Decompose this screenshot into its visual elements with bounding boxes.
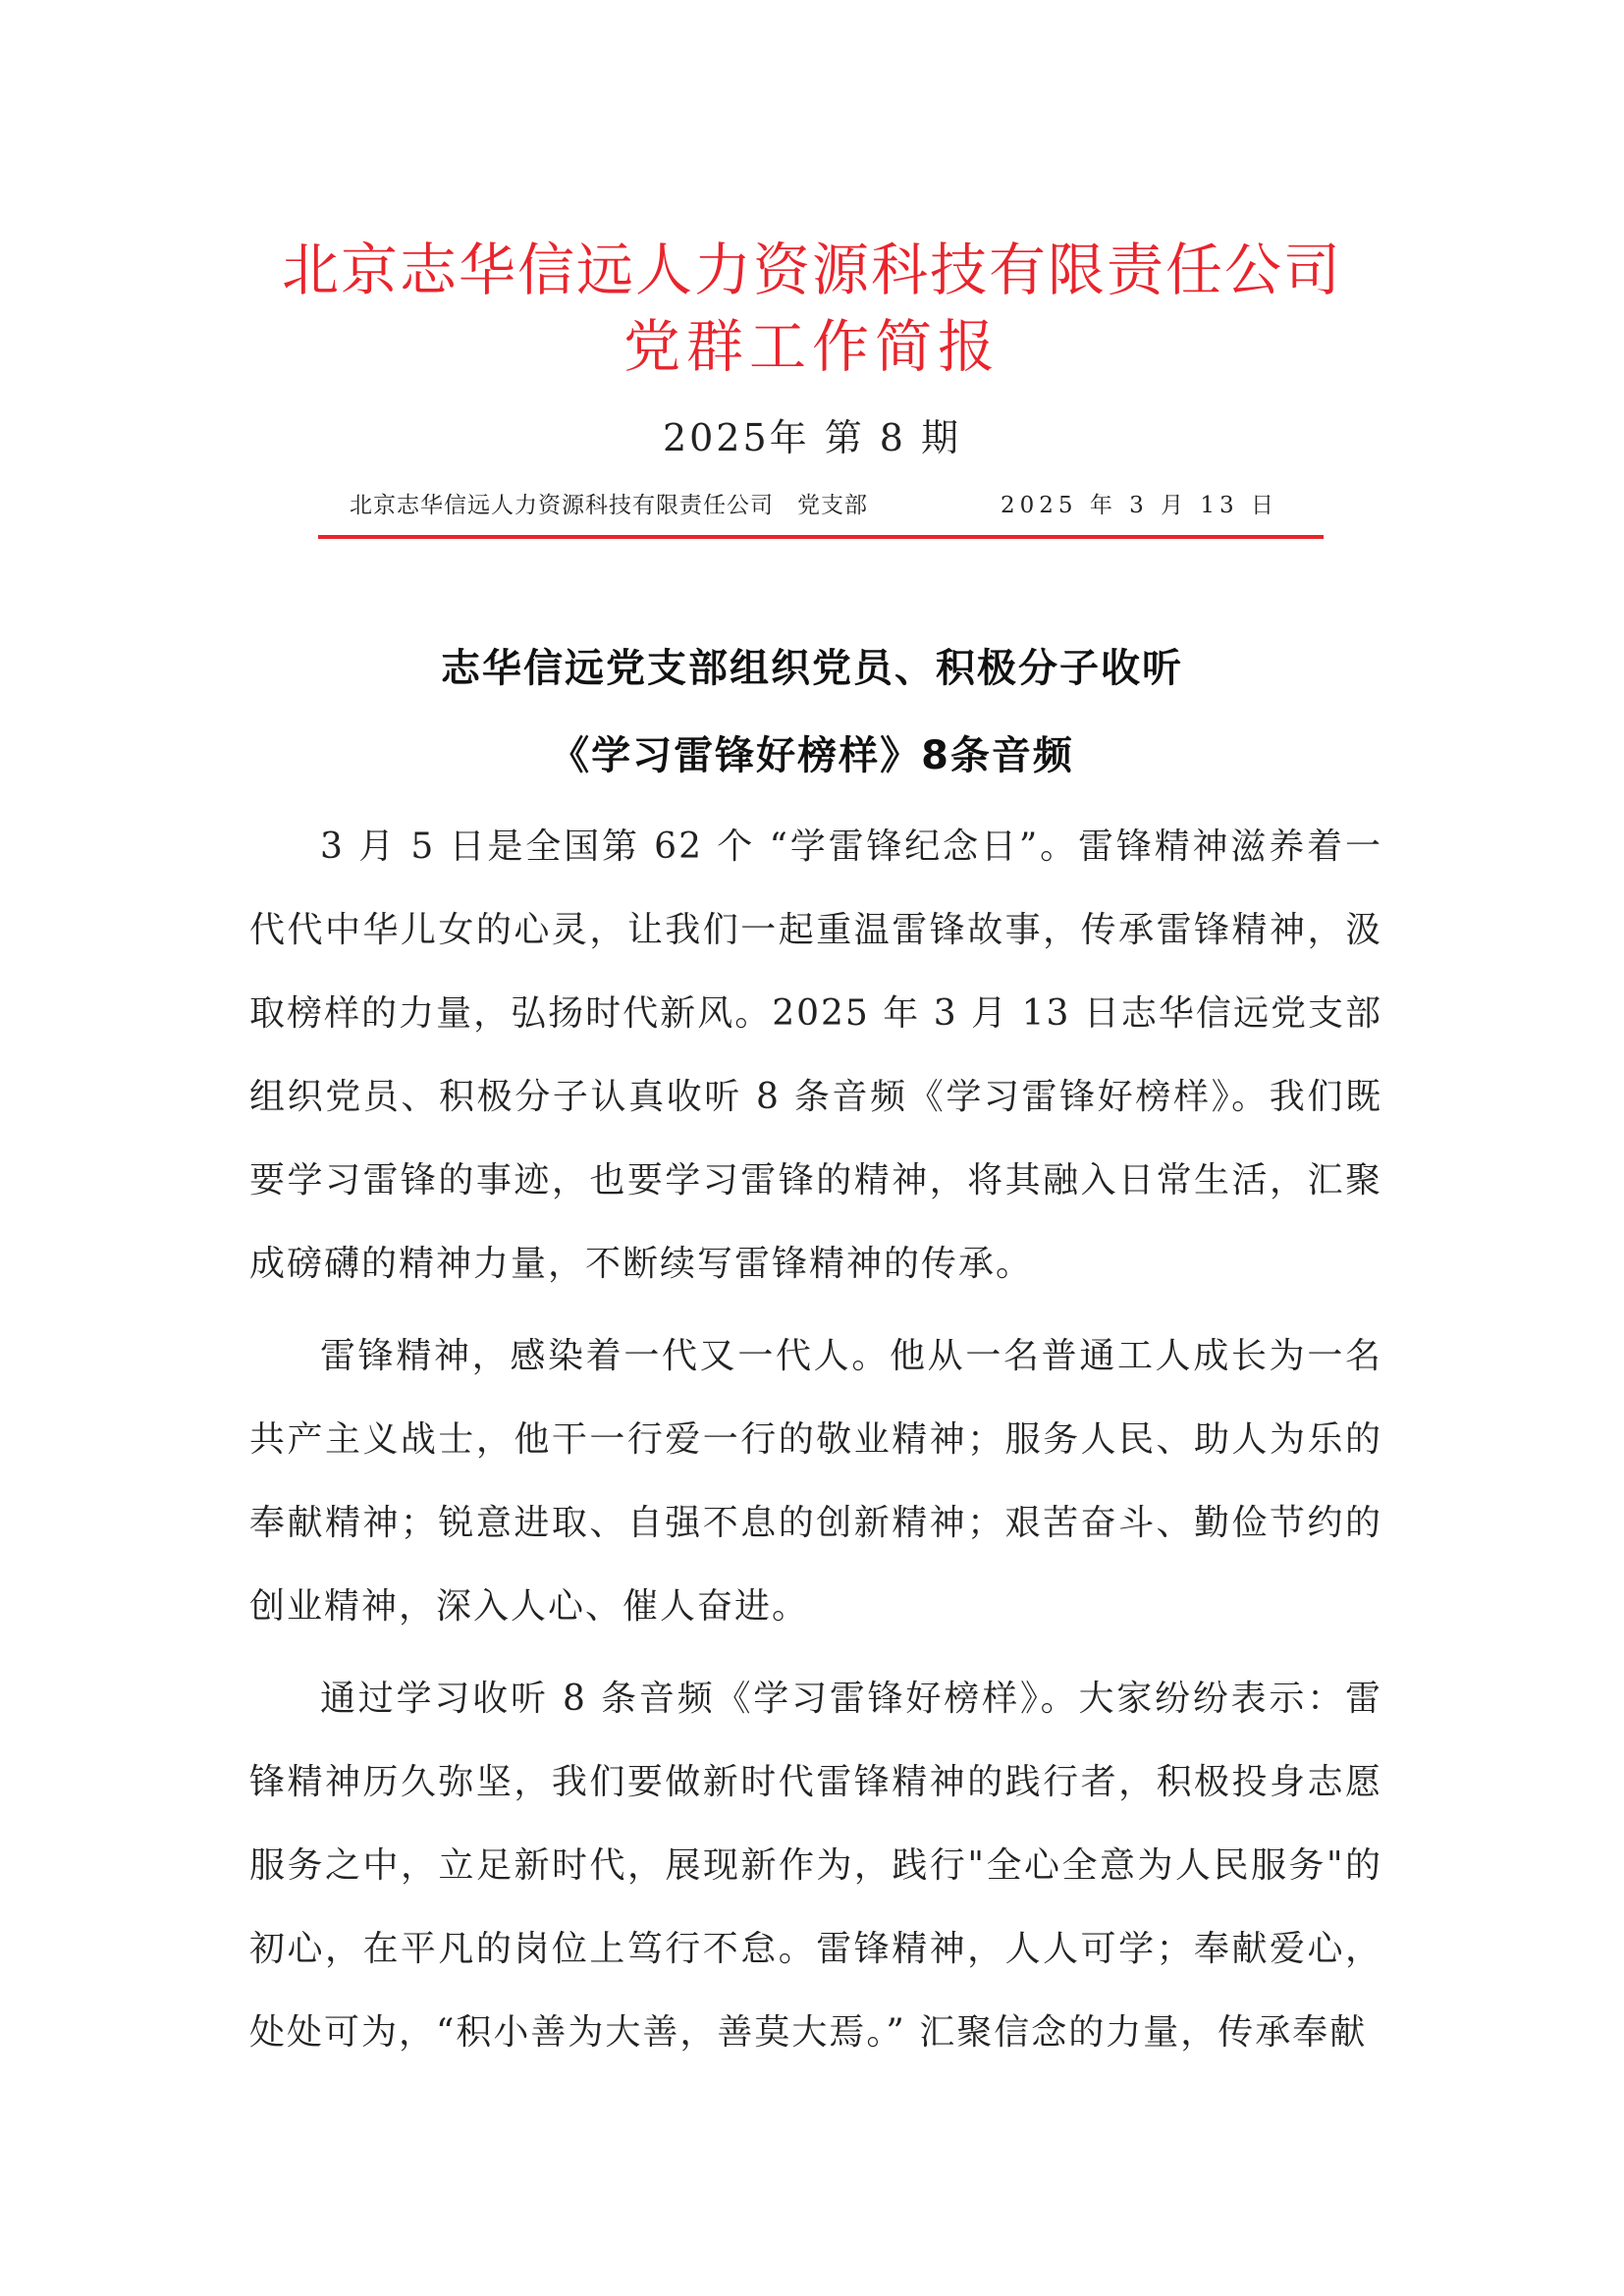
header-divider — [318, 535, 1324, 539]
article-paragraph: 雷锋精神，感染着一代又一代人。他从一名普通工人成长为一名共产主义战士，他干一行爱一行的敬业精神；服务人民、助人为乐的奉献精神；锐意进取、自强不息的创新精神；艰苦奋斗、勤俭节约的创业精神，深入人心、催人奋进。 — [249, 1336, 1382, 1627]
organization-title: 北京志华信远人力资源科技有限责任公司 — [281, 237, 1342, 303]
article-body — [249, 805, 1382, 2083]
article-title-line-2: 《学习雷锋好榜样》8条音频 — [550, 733, 1074, 778]
issue-number: 2025年 第 8 期 — [662, 416, 962, 459]
article-paragraph: 3 月 5 日是全国第 62 个 “学雷锋纪念日”。雷锋精神滋养着一代代中华儿女的心灵，让我们一起重温雷锋故事，传承雷锋精神，汲取榜样的力量，弘扬时代新风。2025 年 3 月 13 日志华信远党支部组织党员、积极分子认真收听 8 条音频《学习雷锋好榜样》。我们既要学习雷锋的事迹，也要学习雷锋的精神，将其融入日常生活，汇聚成磅礴的精神力量，不断续写雷锋精神的传承。 — [249, 827, 1382, 1284]
issue-date: 2025 年 3 月 13 日 — [1001, 493, 1278, 518]
article-title-line-1: 志华信远党支部组织党员、积极分子收听 — [441, 646, 1183, 691]
issuer-date-line — [350, 491, 1278, 520]
issuer-name: 北京志华信远人力资源科技有限责任公司 党支部 — [350, 493, 868, 518]
bulletin-title: 党群工作简报 — [623, 313, 1001, 380]
article-paragraph: 通过学习收听 8 条音频《学习雷锋好榜样》。大家纷纷表示：雷锋精神历久弥坚，我们要做新时代雷锋精神的践行者，积极投身志愿服务之中，立足新时代，展现新作为，践行"全心全意为人民服务"的初心，在平凡的岗位上笃行不怠。雷锋精神，人人可学；奉献爱心，处处可为，“积小善为大善，善莫大焉。” 汇聚信念的力量，传承奉献 — [249, 1679, 1382, 2053]
